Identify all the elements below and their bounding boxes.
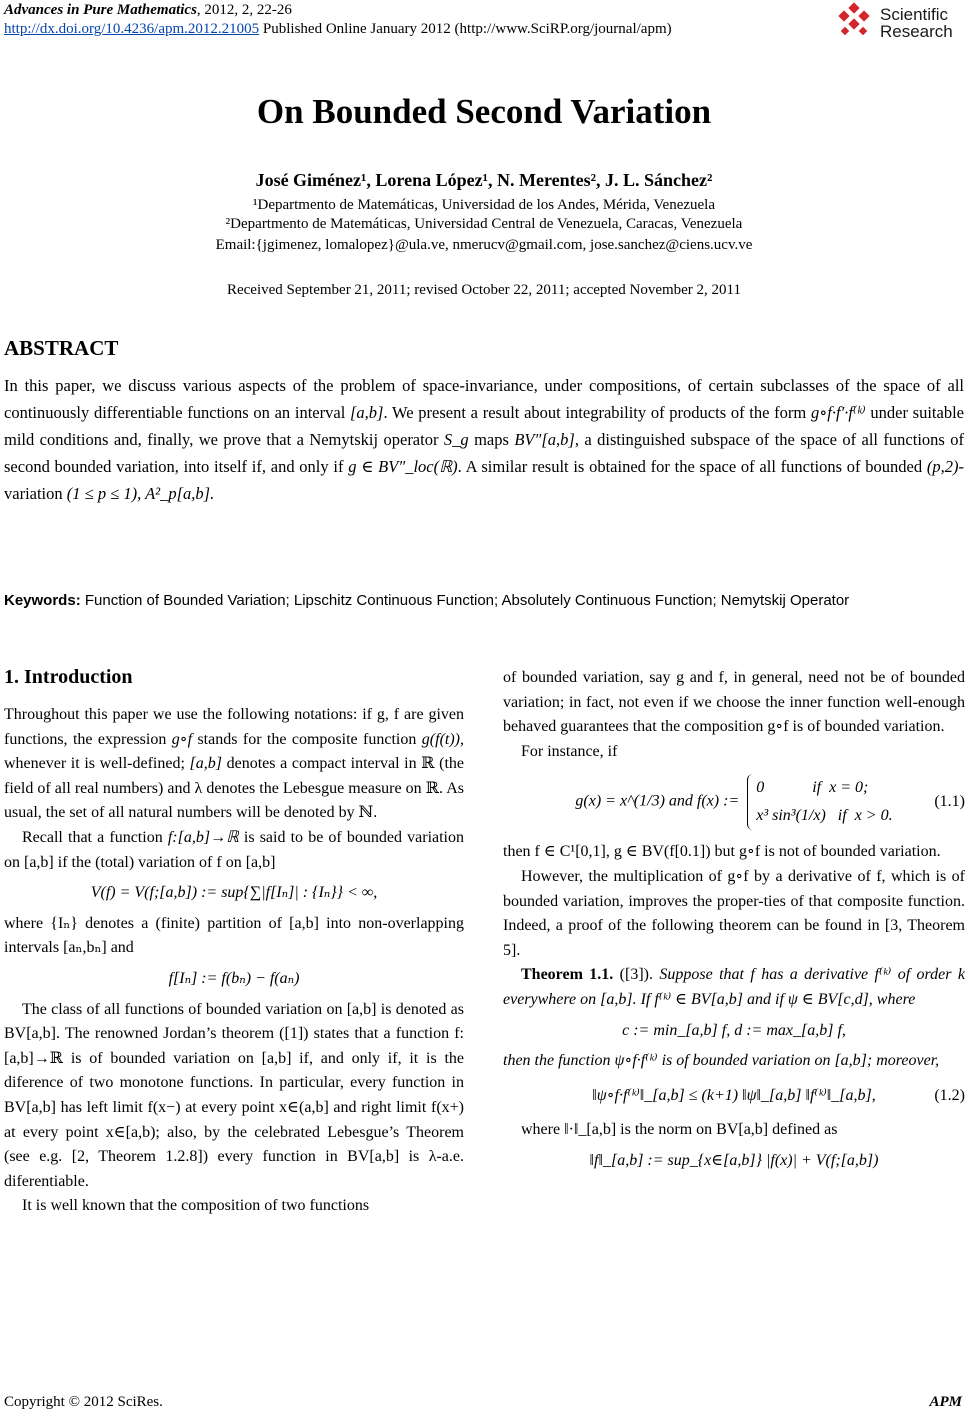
equation-1-1: g(x) = x^(1/3) and f(x) := 0 if x = 0; x³ sin³(1/x) if x > 0. (1.1) [503, 774, 965, 830]
published-info: Published Online January 2012 (http://www.SciRP.org/journal/apm) [259, 21, 672, 37]
doi-line [4, 21, 672, 38]
abstract-body: In this paper, we discuss various aspects of the problem of space-invariance, under compositions, of certain subclasses of the space of all continuously differentiable functions on an interval [a,b]. We present a result about integrability of products of the form g∘f·f′·f⁽ᵏ⁾ under suitable mild conditions and, finally, we prove that a Nemytskij operator S_g maps BV″[a,b], a distinguished subspace of the space of all functions of second bounded variation, into itself if, and only if g ∈ BV″_loc(ℝ). A similar result is obtained for the space of all functions of bounded (p,2)-variation (1 ≤ p ≤ 1), A²_p[a,b]. [4, 376, 964, 503]
paragraph: It is well known that the composition of two functions [22, 1197, 370, 1215]
equation-norm: ‖f‖_[a,b] := sup_{x∈[a,b]} |f(x)| + V(f;[a,b]) [589, 1151, 879, 1169]
math-space: BV″[a,b], [514, 430, 579, 449]
scirp-logo-icon [836, 2, 876, 42]
piecewise-cases: 0 if x = 0; x³ sin³(1/x) if x > 0. [747, 774, 892, 830]
math-condition: g ∈ BV″_loc(ℝ) [348, 457, 458, 476]
equation-1-2: ‖ψ∘f·f⁽ᵏ⁾‖_[a,b] ≤ (k+1) ‖ψ‖_[a,b] ‖f⁽ᵏ⁾‖_[a,b], (1.2) [503, 1084, 965, 1109]
paper-title: On Bounded Second Variation [256, 92, 712, 131]
author-list: José Giménez¹, Lorena López¹, N. Merentes², J. L. Sánchez² [255, 170, 713, 190]
journal-name: Advances in Pure Mathematics [4, 2, 197, 18]
doi-link[interactable]: http://dx.doi.org/10.4236/apm.2012.21005 [4, 21, 260, 37]
affiliation-2: ²Departmento de Matemáticas, Universidad Central de Venezuela, Caracas, Venezuela [225, 216, 743, 232]
right-column [503, 666, 965, 1180]
paragraph: then f ∈ C¹[0,1], g ∈ BV(f[0.1]) but g∘f is not of bounded variation. [503, 843, 941, 861]
equation-c-d: c := min_[a,b] f, d := max_[a,b] f, [622, 1021, 846, 1039]
keywords [4, 590, 964, 612]
equation-number: (1.1) [934, 793, 965, 811]
logo-text: Scientific Research [880, 5, 953, 41]
journal-volume: , 2012, 2, 22-26 [196, 2, 292, 18]
paragraph: where {Iₙ} denotes a (finite) partition of [a,b] into non-overlapping intervals [aₙ,bₙ] and [4, 914, 464, 957]
math-p2: (p,2) [926, 457, 959, 476]
theorem-continuation: then the function ψ∘f·f⁽ᵏ⁾ is of bounded variation on [a,b]; moreover, [503, 1052, 940, 1070]
keywords-list: Function of Bounded Variation; Lipschitz Continuous Function; Absolutely Continuous Function; Nemytskij Operator [84, 592, 850, 609]
email-line: Email:{jgimenez, lomalopez}@ula.ve, nmerucv@gmail.com, jose.sanchez@ciens.ucv.ve [215, 237, 753, 253]
paragraph: Throughout this paper we use the following notations: if g, f are given functions, the expression g∘f stands for the composite function g(f(t)), whenever it is well-defined; [a,b] denotes a compact interval in ℝ (the field of all real numbers) and λ denotes the Lebesgue measure on ℝ. As usual, the set of all natural numbers will be denoted by ℕ. [4, 706, 465, 822]
received-dates: Received September 21, 2011; revised October 22, 2011; accepted November 2, 2011 [226, 282, 741, 298]
paragraph: However, the multiplication of g∘f by a derivative of f, which is of bounded variation, improves the proper-ties of that composite function. Indeed, a proof of the following theorem can be found in [3, Theorem 5]. [503, 867, 965, 959]
math-range: (1 ≤ p ≤ 1), A²_p[a,b]. [66, 484, 215, 503]
paragraph: For instance, if [521, 742, 618, 760]
math-interval: [a,b] [350, 403, 384, 422]
abstract-heading: ABSTRACT [4, 336, 119, 360]
affiliation-1: ¹Departmento de Matemáticas, Universidad de los Andes, Mérida, Venezuela [253, 197, 715, 213]
copyright: Copyright © 2012 SciRes. [4, 1394, 163, 1410]
journal-header [4, 2, 292, 19]
math-product: g∘f·f′·f⁽ᵏ⁾ [810, 403, 866, 422]
journal-abbreviation: APM [929, 1394, 962, 1410]
paragraph: Recall that a function f:[a,b]→ℝ is said to be of bounded variation on [a,b] if the (total) variation of f on [a,b] [4, 828, 465, 871]
equation-interval-increment: f[Iₙ] := f(bₙ) − f(aₙ) [168, 969, 300, 987]
paragraph: The class of all functions of bounded variation on [a,b] is denoted as BV[a,b]. The renowned Jordan’s theorem ([1]) states that a function f:[a,b]→ℝ is of bounded variation on [a,b] if, and only if, it is the diference of two monotone functions. In particular, every function in BV[a,b] has left limit f(x−) at every point x∈(a,b] and right limit f(x+) at every point x∈[a,b); also, by the celebrated Lebesgue’s Theorem (see e.g. [2, Theorem 1.2.8]) every function in BV[a,b] is λ-a.e. diferentiable. [4, 1000, 464, 1190]
keywords-label: Keywords: [4, 592, 81, 609]
math-operator: S_g [443, 430, 469, 449]
left-column [4, 703, 464, 1219]
equation-number: (1.2) [934, 1086, 965, 1104]
paragraph: where ‖·‖_[a,b] is the norm on BV[a,b] defined as [521, 1121, 838, 1139]
paragraph: of bounded variation, say g and f, in general, need not be of bounded variation; in fact, not even if we choose the inner function well-enough behaved guarantees that the composition g∘f is of bounded variation. [503, 669, 965, 736]
equation-variation: V(f) = V(f;[a,b]) := sup{∑|f[Iₙ]| : {Iₙ}} < ∞, [90, 884, 378, 902]
scirp-logo [836, 2, 962, 42]
theorem-1-1: Theorem 1.1. ([3]). Suppose that f has a derivative f⁽ᵏ⁾ of order k everywhere on [a,b]. If f⁽ᵏ⁾ ∈ BV[a,b] and if ψ ∈ BV[c,d], where [503, 966, 965, 1008]
section-heading-introduction: 1. Introduction [4, 666, 133, 688]
